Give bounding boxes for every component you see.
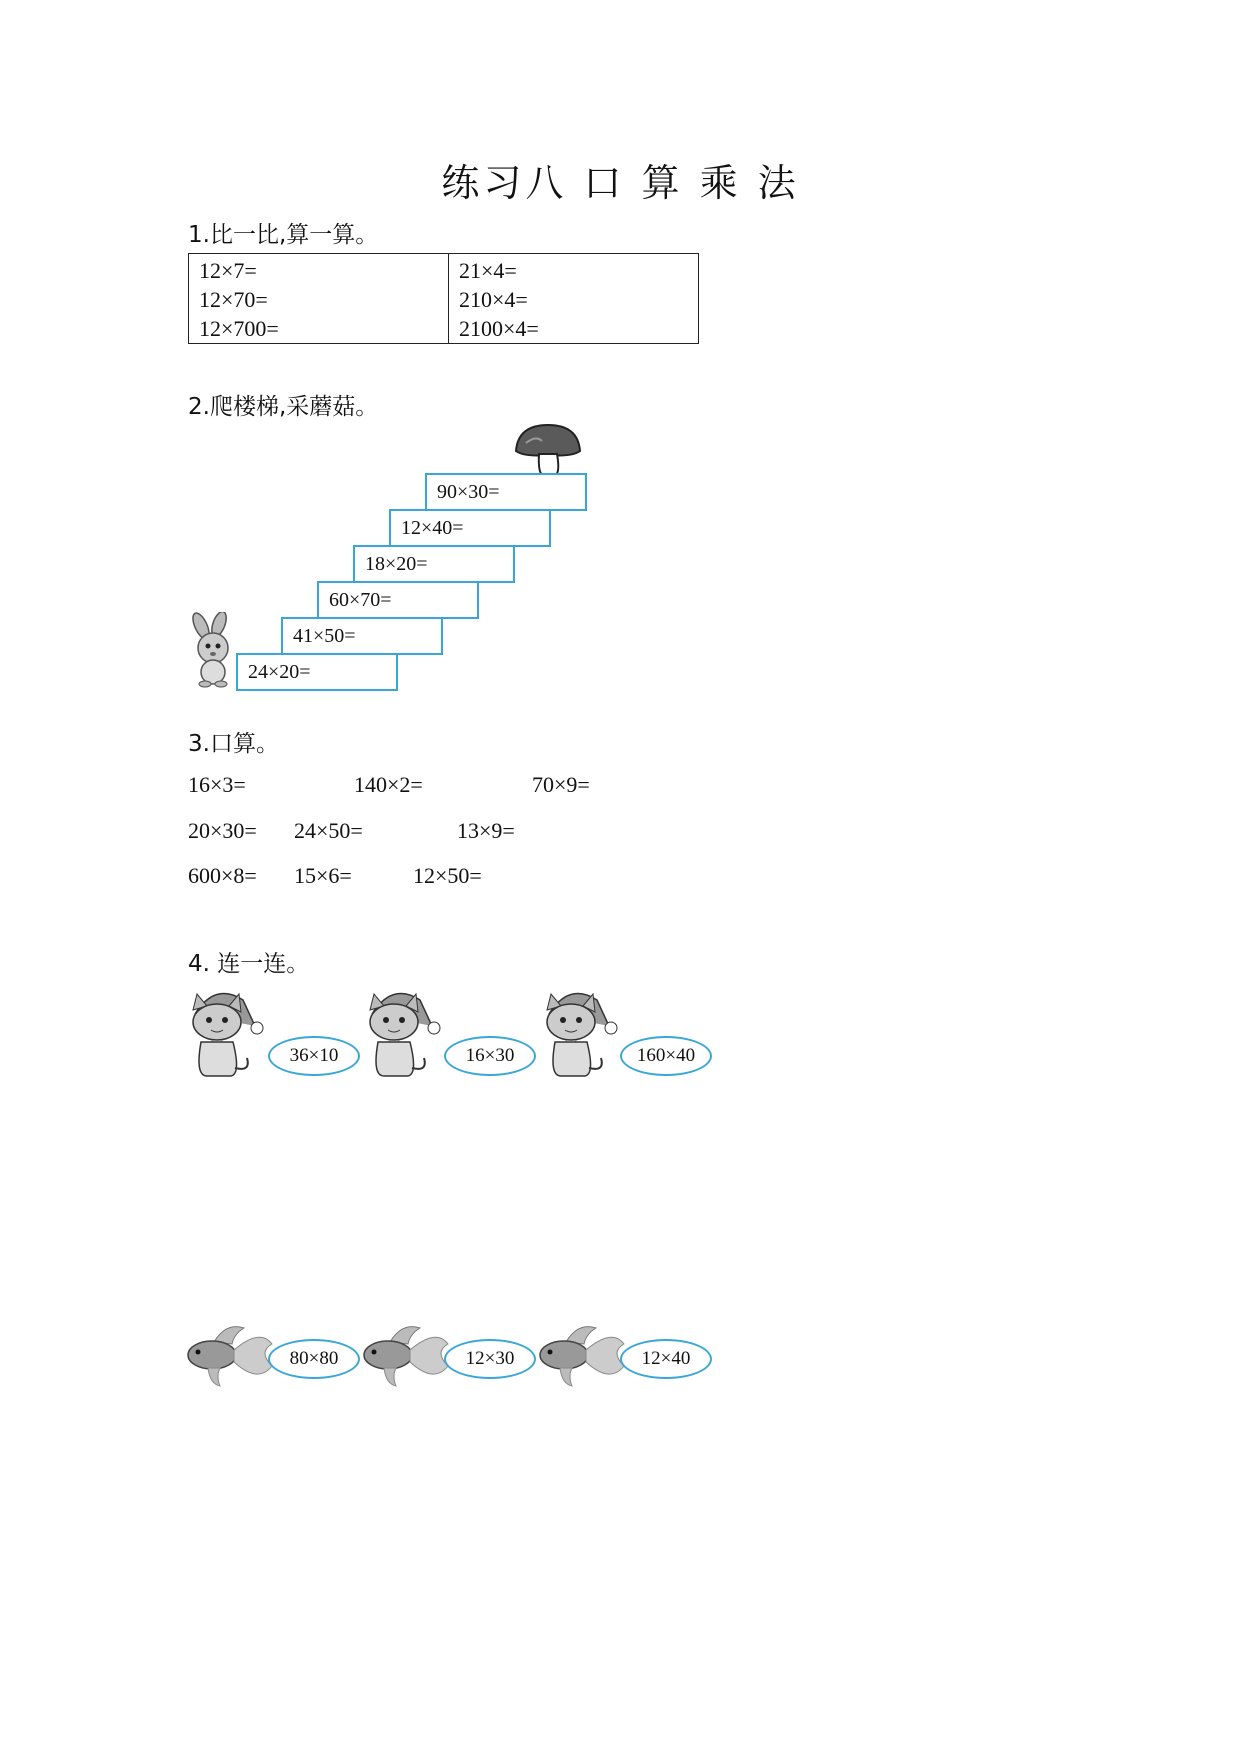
cat-oval[interactable]: 16×30 (444, 1036, 536, 1076)
q3-item: 13×9= (457, 818, 515, 843)
stair-step: 41×50= (281, 617, 443, 655)
stair-step: 90×30= (425, 473, 587, 511)
q4-heading: 4. 连一连。 (188, 951, 310, 977)
goldfish-icon (538, 1322, 626, 1388)
stair-step: 60×70= (317, 581, 479, 619)
q3-heading: 3.口算。 (188, 731, 279, 757)
q1-item: 210×4= (459, 287, 528, 312)
q3-item: 20×30= (188, 818, 257, 843)
fish-oval[interactable]: 12×30 (444, 1339, 536, 1379)
q1-heading: 1.比一比,算一算。 (188, 222, 379, 248)
stair-step: 12×40= (389, 509, 551, 547)
mushroom-icon (512, 421, 584, 477)
goldfish-icon (362, 1322, 450, 1388)
goldfish-icon (186, 1322, 274, 1388)
q1-item: 2100×4= (459, 316, 539, 341)
q1-item: 12×700= (199, 316, 279, 341)
page-title: 练习八 口 算 乘 法 (441, 161, 800, 205)
cat-oval[interactable]: 36×10 (268, 1036, 360, 1076)
fish-oval[interactable]: 12×40 (620, 1339, 712, 1379)
fish-oval[interactable]: 80×80 (268, 1339, 360, 1379)
q1-col-1 (189, 254, 449, 344)
cat-oval[interactable]: 160×40 (620, 1036, 712, 1076)
stair-step: 24×20= (236, 653, 398, 691)
q3-item: 70×9= (532, 772, 590, 797)
q1-item: 12×70= (199, 287, 268, 312)
q1-item: 21×4= (459, 258, 517, 283)
q2-heading: 2.爬楼梯,采蘑菇。 (188, 394, 379, 420)
q3-item: 12×50= (413, 863, 482, 888)
q1-col-2 (449, 254, 699, 344)
q3-item: 16×3= (188, 772, 246, 797)
rabbit-icon (185, 612, 241, 688)
q3-item: 15×6= (294, 863, 352, 888)
q1-item: 12×7= (199, 258, 257, 283)
cat-icon (362, 980, 446, 1080)
stair-step: 18×20= (353, 545, 515, 583)
q1-table (188, 253, 699, 344)
q3-item: 600×8= (188, 863, 257, 888)
cat-icon (185, 980, 269, 1080)
q3-item: 140×2= (354, 772, 423, 797)
q3-item: 24×50= (294, 818, 363, 843)
cat-icon (539, 980, 623, 1080)
